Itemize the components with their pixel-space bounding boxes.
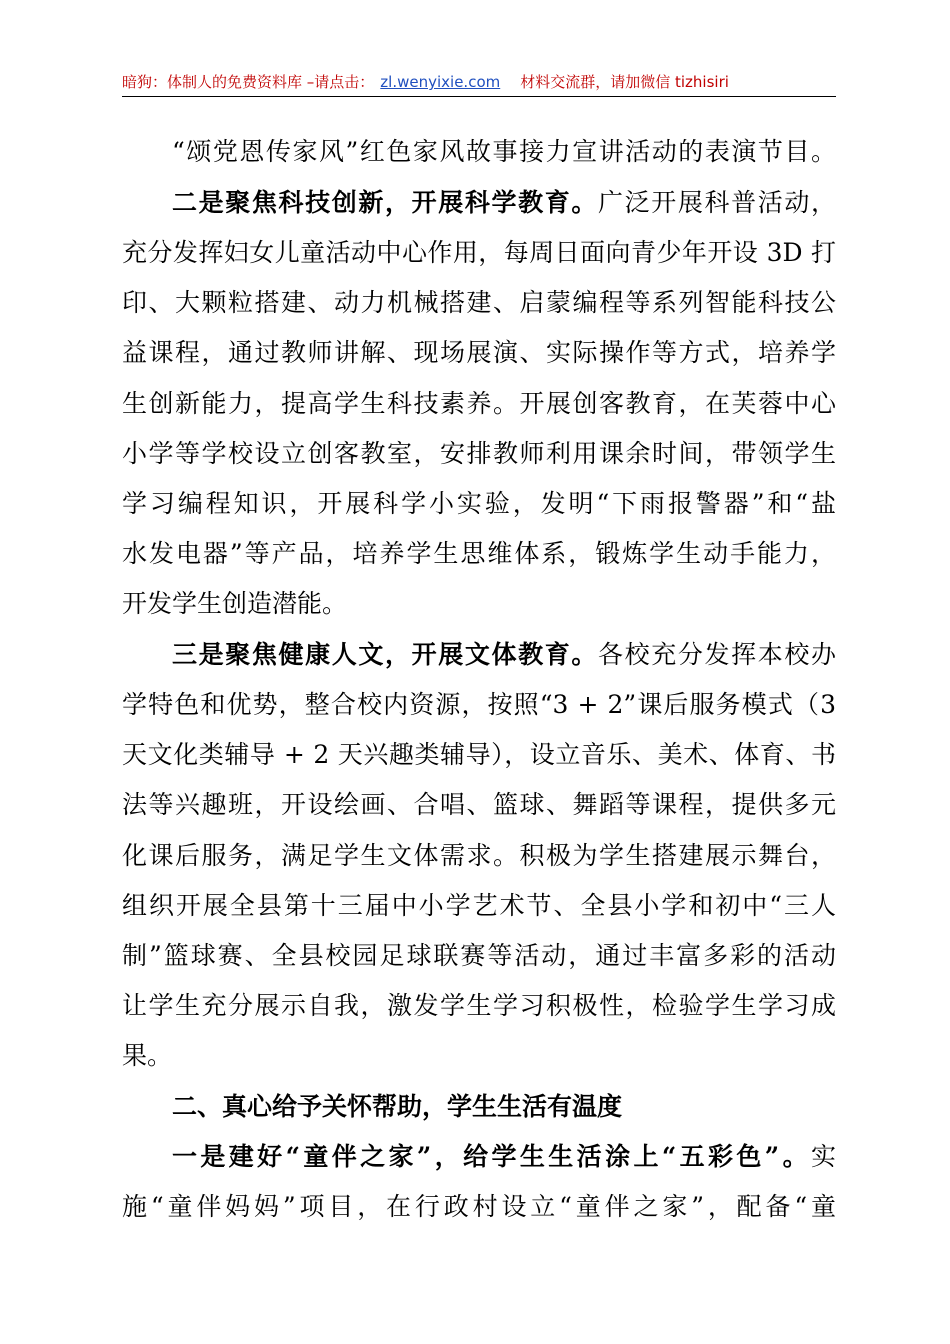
text-line: 制”篮球赛、全县校园足球联赛等活动，通过丰富多彩的活动 <box>122 941 836 970</box>
section-heading: 二、真心给予关怀帮助，学生生活有温度 <box>172 1092 623 1121</box>
text-line: 化课后服务，满足学生文体需求。积极为学生搭建展示舞台， <box>122 841 836 870</box>
text-line: 施“童伴妈妈”项目，在行政村设立“童伴之家”，配备“童 <box>122 1192 836 1221</box>
header-link[interactable]: zl.wenyixie.com <box>380 73 501 91</box>
text-line: 二是聚焦科技创新，开展科学教育。广泛开展科普活动， <box>172 188 836 217</box>
text-line: “颂党恩传家风”红色家风故事接力宣讲活动的表演节目。 <box>172 137 836 166</box>
text-line: 一是建好“童伴之家”，给学生生活涂上“五彩色”。实 <box>172 1142 836 1171</box>
text-line: 果。 <box>122 1041 173 1070</box>
text-line: 充分发挥妇女儿童活动中心作用，每周日面向青少年开设 3D 打 <box>122 238 836 267</box>
text-line: 水发电器”等产品，培养学生思维体系，锻炼学生动手能力， <box>122 539 836 568</box>
text-line: 小学等学校设立创客教室，安排教师利用课余时间，带领学生 <box>122 439 836 468</box>
text-line: 益课程，通过教师讲解、现场展演、实际操作等方式，培养学 <box>122 338 836 367</box>
text-line: 学习编程知识，开展科学小实验，发明“下雨报警器”和“盐 <box>122 489 836 518</box>
text-line: 学特色和优势，整合校内资源，按照“3 + 2”课后服务模式（3 <box>122 690 836 719</box>
header-rule <box>122 96 836 97</box>
header-brand: 暗狗：体制人的免费资料库 <box>122 73 303 91</box>
text-line: 天文化类辅导 + 2 天兴趣类辅导），设立音乐、美术、体育、书 <box>122 740 836 769</box>
text-line: 生创新能力，提高学生科技素养。开展创客教育，在芙蓉中心 <box>122 389 836 418</box>
paragraph-heading: 一是建好“童伴之家”，给学生生活涂上“五彩色”。 <box>172 1142 811 1171</box>
page-header <box>122 70 836 94</box>
header-prompt: –请点击： <box>302 73 375 91</box>
paragraph-heading: 二是聚焦科技创新，开展科学教育。 <box>172 188 598 217</box>
text-line: 开发学生创造潜能。 <box>122 589 348 618</box>
header-wechat: 材料交流群，请加微信 tizhisiri <box>520 73 729 91</box>
text-line: 三是聚焦健康人文，开展文体教育。各校充分发挥本校办 <box>172 640 836 669</box>
paragraph-heading: 三是聚焦健康人文，开展文体教育。 <box>172 640 598 669</box>
text-line: 组织开展全县第十三届中小学艺术节、全县小学和初中“三人 <box>122 891 836 920</box>
text-line: 让学生充分展示自我，激发学生学习积极性，检验学生学习成 <box>122 991 836 1020</box>
text-line: 印、大颗粒搭建、动力机械搭建、启蒙编程等系列智能科技公 <box>122 288 836 317</box>
text-line: 法等兴趣班，开设绘画、合唱、篮球、舞蹈等课程，提供多元 <box>122 790 836 819</box>
